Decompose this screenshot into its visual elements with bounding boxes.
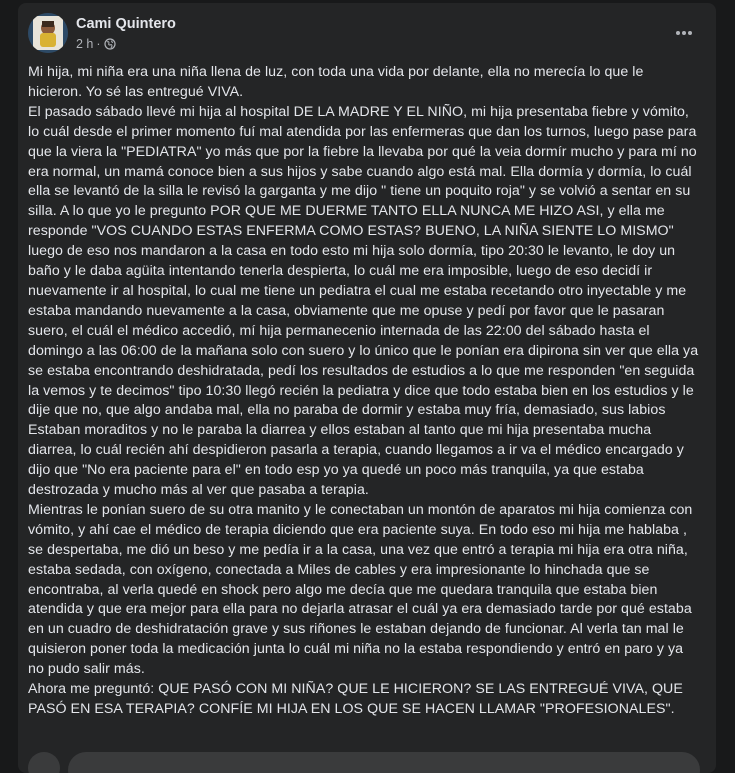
post-paragraph: Mi hija, mi niña era una niña llena de luz, con toda una vida por delante, ella no merecía lo que le hicieron. Yo sé las entregué VIVA. xyxy=(28,64,644,100)
comment-input[interactable] xyxy=(68,752,700,773)
author-name[interactable]: Cami Quintero xyxy=(76,16,176,32)
meta-separator: · xyxy=(96,37,101,51)
more-options-button[interactable] xyxy=(670,19,698,47)
avatar-photo xyxy=(28,13,68,53)
post-time[interactable]: 2 h xyxy=(76,37,94,51)
post-meta xyxy=(76,36,116,52)
post-paragraph: Estaban moraditos y no le paraba la diarrea y ellos estaban al tanto que mi hija presentaba mucha diarrea, lo cuál recién ahí despidieron pasarla a terapia, cuando llegamos a ir va el médico encargado y dijo que "No era paciente para el" en todo esp yo ya quedé un poco más tranquila, ya que estaba destrozada y mucho más al ver que pasaba a terapia. xyxy=(28,422,684,499)
post-header xyxy=(28,13,706,57)
post-body xyxy=(28,63,700,720)
commenter-avatar xyxy=(28,752,60,773)
post-paragraph: El pasado sábado llevé mi hija al hospital DE LA MADRE Y EL NIÑO, mi hija presentaba fiebre y vómito, lo cuál desde el primer momento fuí mal atendida por las enfermeras que dan los turnos, luego pase para que la viera la "PEDIATRA" yo más que por la fiebre la llevaba por qué la veia dormír mucho y para mí no era normal, un mamá conoce bien a sus hijos y sabe cuando algo está mal. Ella dormía y dormía, lo cuál ella se levantó de la silla le revisó la garganta y me dijo " tiene un poquito roja" y se volvió a sentar en su silla. A lo que yo le pregunto POR QUE ME DUERME TANTO ELLA NUNCA ME HIZO ASI, y ella me responde "VOS CUANDO ESTAS ENFERMA COMO ESTAS? BUENO, LA NIÑA SIENTE LO MISMO" luego de eso nos mandaron a la casa en todo esto mi hija solo dormía, tipo 20:30 le levanto, le doy un baño y le daba agüita intentando tenerla despierta, lo cuál me era imposible, luego de eso decidí ir nuevamente ir al hospital, lo cual me tiene un pediatra el cual me estaba recetando otro inyectable y me estaba mandando nuevamente a la casa, obviamente que me opuse y pedí por favor que le pasaran suero, el cuál el médico accedió, mí hija permanecenio internada de las 22:00 del sábado hasta el domingo a las 06:00 de la mañana solo con suero y lo único que le ponían era dipirona sin ver que ella ya se estaba encontrando deshidratada, pedí los resultados de estudios a lo que me responden "en seguida la vemos y te decimos" tipo 10:30 llegó recién la pediatra y dice que todo estaba bien en los estudios y le dije que no, que algo andaba mal, ella no paraba de dormir y estaba muy fría, demasiado, sus labios xyxy=(28,103,699,419)
comment-bar xyxy=(28,752,700,762)
avatar[interactable] xyxy=(28,13,68,53)
globe-icon[interactable] xyxy=(104,38,116,50)
more-options-icon xyxy=(675,30,693,36)
post-paragraph: Ahora me preguntó: QUE PASÓ CON MI NIÑA? QUE LE HICIERON? SE LAS ENTREGUÉ VIVA, QUE PASÓ EN ESA TERAPIA? CONFÍE MI HIJA EN LOS QUE SE HACEN LLAMAR "PROFESIONALES". xyxy=(28,681,683,717)
post-paragraph: Mientras le ponían suero de su otra manito y le conectaban un montón de aparatos mi hija comienza con vómito, y ahí cae el médico de terapia diciendo que era paciente suya. En todo eso mi hija me hablaba , se despertaba, me dió un beso y me pedía ir a la casa, una vez que entró a terapia mi hija era otra niña, estaba sedada, con oxígeno, conectada a Miles de cables y era impresionante lo hinchada que se encontraba, al verla quedé en shock pero algo me decía que me quedara tranquila que estaba bien atendida y que era mejor para ella para no dejarla atrasar el cuál ya era demasiado tarde por qué estaba en un cuadro de deshidratación grave y sus riñones le estaban dejando de funcionar. Al verla tan mal le quisieron poner toda la medicación junta lo cuál mi niña no la estaba respondiendo y entró en paro y ya no pudo salir más. xyxy=(28,501,693,678)
post-card xyxy=(18,3,716,773)
